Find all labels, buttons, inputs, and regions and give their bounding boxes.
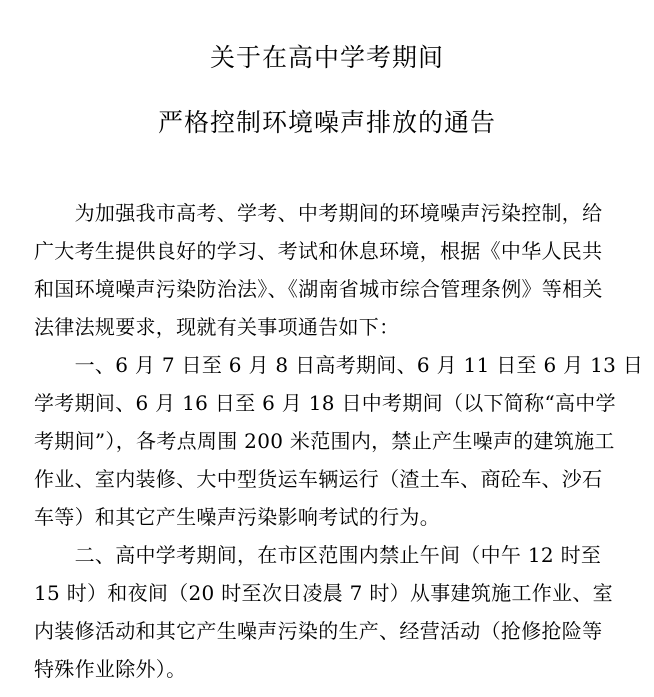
body-line: 和国环境噪声污染防治法》、《湖南省城市综合管理条例》等相关 bbox=[34, 277, 603, 301]
body-line: 内装修活动和其它产生噪声污染的生产、经营活动（抢修抢险等 bbox=[34, 619, 603, 643]
body-line: 考期间”），各考点周围 200 米范围内，禁止产生噪声的建筑施工 bbox=[34, 429, 615, 453]
body-line: 一、6 月 7 日至 6 月 8 日高考期间、6 月 11 日至 6 月 13 日 bbox=[34, 353, 644, 377]
body-line: 二、高中学考期间，在市区范围内禁止午间（中午 12 时至 bbox=[34, 543, 602, 567]
body-line: 学考期间、6 月 16 日至 6 月 18 日中考期间（以下简称“高中学 bbox=[34, 391, 616, 415]
body-line: 15 时）和夜间（20 时至次日凌晨 7 时）从事建筑施工作业、室 bbox=[34, 581, 613, 605]
body-line: 为加强我市高考、学考、中考期间的环境噪声污染控制，给 bbox=[34, 201, 603, 225]
notice-title-line-1: 关于在高中学考期间 bbox=[209, 43, 444, 72]
body-line: 车等）和其它产生噪声污染影响考试的行为。 bbox=[34, 505, 440, 529]
body-line: 法律法规要求，现就有关事项通告如下： bbox=[34, 315, 400, 339]
body-line: 作业、室内装修、大中型货运车辆运行（渣土车、商砼车、沙石 bbox=[34, 467, 603, 491]
body-line: 特殊作业除外）。 bbox=[34, 657, 187, 681]
body-line: 广大考生提供良好的学习、考试和休息环境，根据《中华人民共 bbox=[34, 239, 603, 263]
notice-title-line-2: 严格控制环境噪声排放的通告 bbox=[157, 108, 496, 137]
